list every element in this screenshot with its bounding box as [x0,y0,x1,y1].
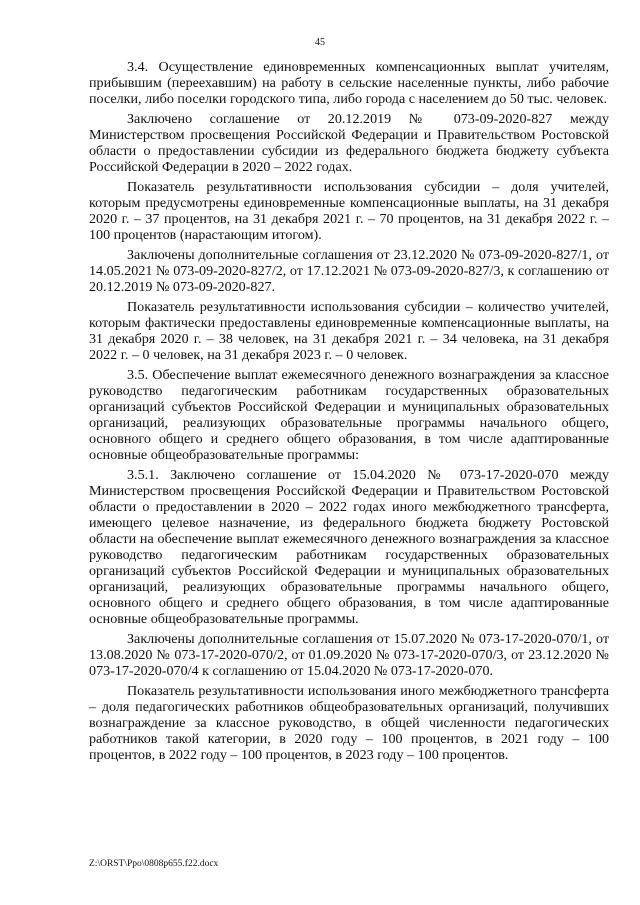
paragraph-indicator-share-class-teachers: Показатель результативности использования иного межбюджетного трансферта – доля педагогических работников общеобразовательных организаций, получивших вознаграждение за классное руководство, в общей численности педагогических работников такой категории, в 2020 году – 100 процентов, в 2021 году – 100 процентов, в 2022 году – 100 процентов, в 2023 году – 100 процентов. [89,683,609,763]
paragraph-additional-agreements-070: Заключены дополнительные соглашения от 15.07.2020 № 073-17-2020-070/1, от 13.08.2020 № 073-17-2020-070/2, от 01.09.2020 № 073-17-2020-070/3, от 23.12.2020 № 073-17-2020-070/4 к соглашению от 15.04.2020 № 073-17-2020-070. [89,631,609,679]
paragraph-indicator-count-teachers: Показатель результативности использования субсидии – количество учителей, которым фактически предоставлены единовременные компенсационные выплаты, на 31 декабря 2020 г. – 38 человек, на 31 декабря 2021 г. – 34 человека, на 31 декабря 2022 г. – 0 человек, на 31 декабря 2023 г. – 0 человек. [89,299,609,363]
paragraph-3-5: 3.5. Обеспечение выплат ежемесячного денежного вознаграждения за классное руководство педагогическим работникам государственных образовательных организаций субъектов Российской Федерации и муниципальных образовательных организаций, реализующих образовательные программы начального общего, основного общего и среднего общего образования, в том числе адаптированные основные общеобразовательные программы: [89,367,609,463]
paragraph-indicator-share-teachers: Показатель результативности использования субсидии – доля учителей, которым предусмотрены единовременные компенсационные выплаты, на 31 декабря 2020 г. – 37 процентов, на 31 декабря 2021 г. – 70 процентов, на 31 декабря 2022 г. – 100 процентов (нарастающим итогом). [89,179,609,243]
paragraph-3-4: 3.4. Осуществление единовременных компенсационных выплат учителям, прибывшим (переехавшим) на работу в сельские населенные пункты, либо рабочие поселки, либо поселки городского типа, либо города с населением до 50 тыс. человек. [89,59,609,107]
paragraph-agreement-827: Заключено соглашение от 20.12.2019 № 073-09-2020-827 между Министерством просвещения Российской Федерации и Правительством Ростовской области о предоставлении субсидии из федерального бюджета бюджету субъекта Российской Федерации в 2020 – 2022 годах. [89,111,609,175]
file-path-footer: Z:\ORST\Ppo\0808p655.f22.docx [89,859,219,869]
paragraph-additional-agreements-827: Заключены дополнительные соглашения от 23.12.2020 № 073-09-2020-827/1, от 14.05.2021 № 073-09-2020-827/2, от 17.12.2021 № 073-09-2020-827/3, к соглашению от 20.12.2019 № 073-09-2020-827. [89,247,609,295]
document-body [89,59,609,767]
paragraph-3-5-1: 3.5.1. Заключено соглашение от 15.04.2020 № 073-17-2020-070 между Министерством просвещения Российской Федерации и Правительством Ростовской области о предоставлении в 2020 – 2022 годах иного межбюджетного трансферта, имеющего целевое назначение, из федерального бюджета бюджету Ростовской области на обеспечение выплат ежемесячного денежного вознаграждения за классное руководство педагогическим работникам государственных образовательных организаций субъектов Российской Федерации и муниципальных образовательных организаций, реализующих образовательные программы начального общего, основного общего и среднего общего образования, в том числе адаптированные основные общеобразовательные программы. [89,467,609,627]
page-number: 45 [315,37,325,48]
